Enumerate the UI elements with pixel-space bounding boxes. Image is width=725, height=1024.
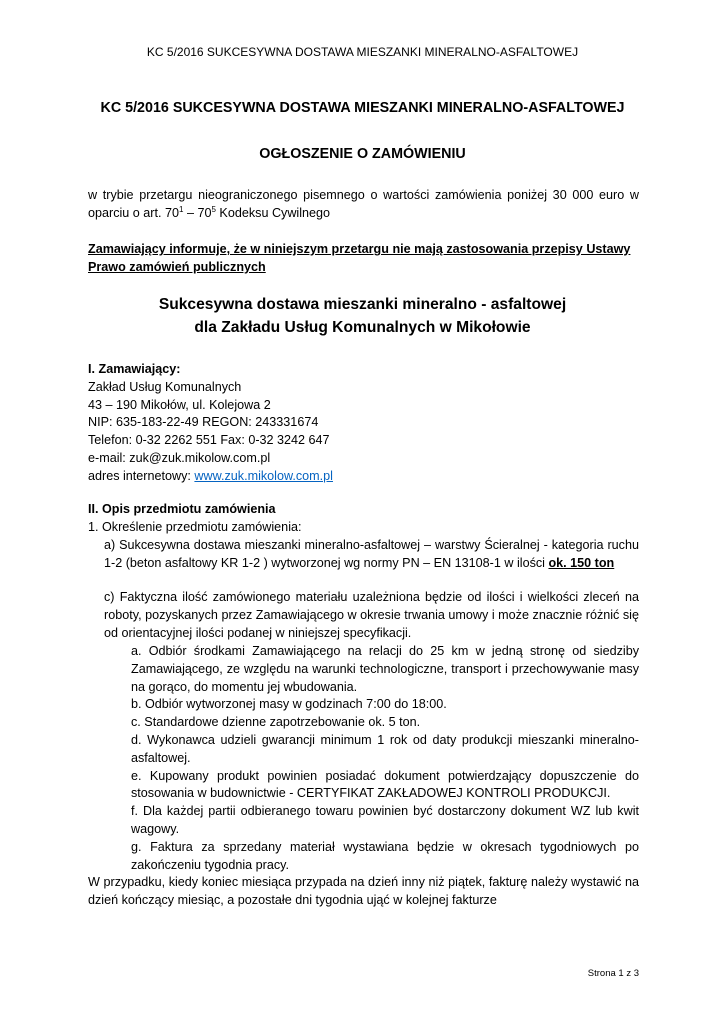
authority-name: Zakład Usług Komunalnych bbox=[88, 379, 242, 394]
subitem-f: f. Dla każdej partii odbieranego towaru powinien być dostarczony dokument WZ lub kwit wagowy. bbox=[131, 804, 639, 836]
intro-text-1: w trybie przetargu nieograniczonego pisemnego o wartości zamówienia poniżej 30 000 euro w oparciu o art. 70 bbox=[88, 188, 639, 220]
item-a bbox=[104, 537, 639, 573]
subitem-g: g. Faktura za sprzedany materiał wystawiana będzie w okresach tygodniowych po zakończeniu tygodnia pracy. bbox=[131, 839, 639, 872]
notice-paragraph: Zamawiający informuje, że w niniejszym przetargu nie mają zastosowania przepisy Ustawy Prawo zamówień publicznych bbox=[88, 242, 631, 274]
page-header: KC 5/2016 SUKCESYWNA DOSTAWA MIESZANKI MINERALNO-ASFALTOWEJ bbox=[146, 45, 579, 59]
item-a-quantity: ok. 150 ton bbox=[548, 555, 615, 570]
subitems-list bbox=[131, 643, 639, 874]
section-contracting-authority bbox=[88, 361, 639, 486]
page-number: Strona 1 z 3 bbox=[587, 968, 639, 979]
authority-nip-regon: NIP: 635-183-22-49 REGON: 243331674 bbox=[88, 415, 319, 430]
intro-sup-1: 1 bbox=[179, 204, 184, 214]
document-title: KC 5/2016 SUKCESYWNA DOSTAWA MIESZANKI MINERALNO-ASFALTOWEJ bbox=[100, 100, 625, 116]
authority-address: 43 – 190 Mikołów, ul. Kolejowa 2 bbox=[88, 397, 271, 412]
intro-text-3: Kodeksu Cywilnego bbox=[215, 205, 331, 220]
subitem-b: b. Odbiór wytworzonej masy w godzinach 7:00 do 18:00. bbox=[131, 697, 447, 712]
authority-email: e-mail: zuk@zuk.mikolow.com.pl bbox=[88, 450, 271, 465]
website-label: adres internetowy: bbox=[88, 468, 195, 483]
subitem-e: e. Kupowany produkt powinien posiadać dokument potwierdzający dopuszczenie do stosowania w budownictwie - CERTYFIKAT ZAKŁADOWEJ KONTROLI PRODUKCJI. bbox=[131, 768, 639, 801]
section-2-title: II. Opis przedmiotu zamówienia bbox=[88, 502, 276, 516]
section-subject bbox=[88, 501, 639, 537]
intro-text-2: – 70 bbox=[183, 205, 212, 220]
item-a-text: a) Sukcesywna dostawa mieszanki mineralno-asfaltowej – warstwy Ścieralnej - kategoria ruchu 1-2 (beton asfaltowy KR 1-2 ) wytworzonej wg normy PN – EN 13108-1 w ilości bbox=[104, 538, 639, 570]
subitem-a: a. Odbiór środkami Zamawiającego na relacji do 25 km w jedną stronę od siedziby Zamawiającego, ze względu na warunki technologiczne, transport i przechowywanie masy na gorąco, do momentu jej wbudowania. bbox=[131, 644, 639, 694]
authority-website-row bbox=[88, 468, 639, 486]
section-2-subtitle: 1. Określenie przedmiotu zamówienia: bbox=[88, 519, 302, 534]
subitem-d: d. Wykonawca udzieli gwarancji minimum 1 rok od daty produkcji mieszanki mineralno-asfaltowej. bbox=[131, 732, 639, 765]
authority-phone-fax: Telefon: 0-32 2262 551 Fax: 0-32 3242 647 bbox=[88, 433, 330, 448]
document-subtitle: OGŁOSZENIE O ZAMÓWIENIU bbox=[259, 146, 466, 162]
subitem-c: c. Standardowe dzienne zapotrzebowanie ok. 5 ton. bbox=[131, 715, 421, 730]
main-heading-line-2: dla Zakładu Usług Komunalnych w Mikołowie bbox=[194, 319, 531, 336]
section-1-title: I. Zamawiający: bbox=[88, 362, 181, 376]
item-c: c) Faktyczna ilość zamówionego materiału uzależniona będzie od ilości i wielkości zleceń na roboty, pozyskanych przez Zamawiającego w okresie trwania umowy i może znacznie różnić się od orientacyjnej ilości podanej w niniejszej specyfikacji. bbox=[104, 590, 639, 640]
closing-paragraph: W przypadku, kiedy koniec miesiąca przypada na dzień inny niż piątek, fakturę należy wystawić na dzień kończący miesiąc, a pozostałe dni tygodnia ująć w kolejnej fakturze bbox=[88, 875, 639, 907]
intro-sup-2: 5 bbox=[211, 204, 216, 214]
website-link[interactable]: www.zuk.mikolow.com.pl bbox=[194, 468, 333, 483]
main-heading-line-1: Sukcesywna dostawa mieszanki mineralno - asfaltowej bbox=[158, 296, 567, 313]
intro-paragraph bbox=[88, 187, 639, 223]
